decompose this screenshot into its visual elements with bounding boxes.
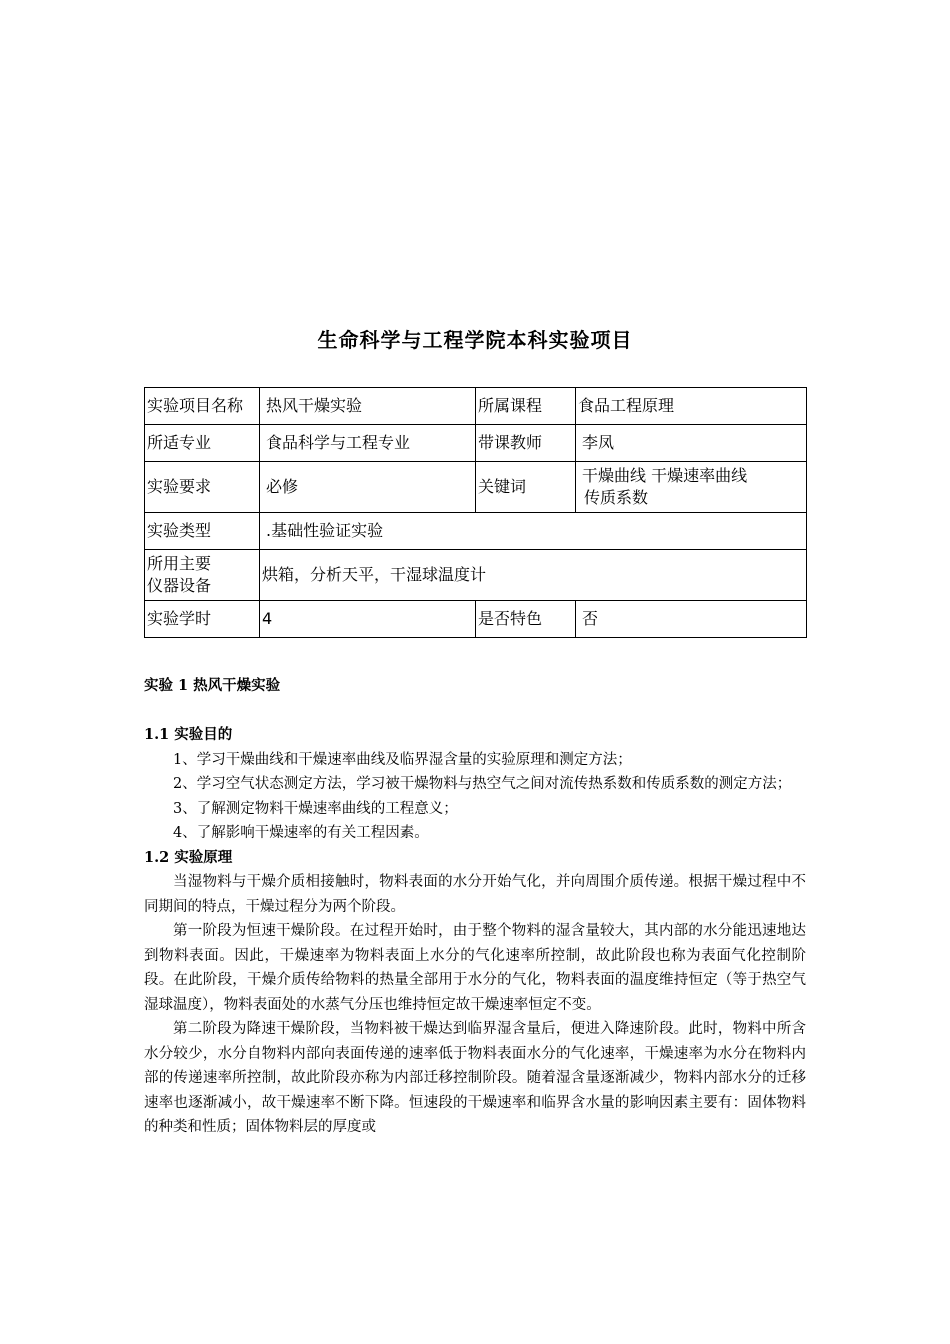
value-course: 食品工程原理 (576, 388, 807, 425)
value-featured: 否 (576, 601, 807, 638)
table-row (145, 462, 807, 513)
value-project-name: 热风干燥实验 (260, 388, 476, 425)
label-equipment-line-2: 仪器设备 (147, 576, 212, 595)
label-course: 所属课程 (476, 388, 576, 425)
label-featured: 是否特色 (476, 601, 576, 638)
value-equipment: 烘箱，分析天平，干湿球温度计 (260, 550, 807, 601)
label-keywords: 关键词 (476, 462, 576, 513)
principle-paragraph: 第二阶段为降速干燥阶段，当物料被干燥达到临界湿含量后，便进入降速阶段。此时，物料中所含水分较少，水分自物料内部向表面传递的速率低于物料表面水分的气化速率，干燥速率为水分在物料内部的传递速率所控制，故此阶段亦称为内部迁移控制阶段。随着湿含量逐渐减少，物料内部水分的迁移速率也逐渐减小，故干燥速率不断下降。恒速段的干燥速率和临界含水量的影响因素主要有：固体物料的种类和性质；固体物料层的厚度或 (144, 1021, 806, 1135)
table-row (145, 425, 807, 462)
label-requirement: 实验要求 (145, 462, 260, 513)
experiment-info-table (144, 387, 807, 638)
label-equipment-line-1: 所用主要 (147, 554, 212, 573)
table-row (145, 550, 807, 601)
principle-paragraph: 第一阶段为恒速干燥阶段。在过程开始时，由于整个物料的湿含量较大，其内部的水分能迅速地达到物料表面。因此，干燥速率为物料表面上水分的气化速率所控制，故此阶段也称为表面气化控制阶段。在此阶段，干燥介质传给物料的热量全部用于水分的气化，物料表面的温度维持恒定（等于热空气湿球温度），物料表面处的水蒸气分压也维持恒定故干燥速率恒定不变。 (144, 923, 806, 1013)
value-keywords (576, 462, 807, 513)
objective-item: 4、了解影响干燥速率的有关工程因素。 (173, 825, 429, 841)
label-project-name: 实验项目名称 (145, 388, 260, 425)
keywords-line-1: 干燥曲线 干燥速率曲线 (582, 466, 748, 485)
objective-item: 3、了解测定物料干燥速率曲线的工程意义； (173, 800, 458, 817)
label-teacher: 带课教师 (476, 425, 576, 462)
section-1-1 (144, 723, 806, 1140)
table-row (145, 388, 807, 425)
table-row (145, 601, 807, 638)
keywords-line-2: 传质系数 (584, 488, 649, 507)
label-type: 实验类型 (145, 513, 260, 550)
label-equipment (145, 550, 260, 601)
section-1-2-heading: 1.2 实验原理 (144, 848, 233, 866)
value-hours: 4 (260, 601, 476, 638)
principle-paragraph: 当湿物料与干燥介质相接触时，物料表面的水分开始气化，并向周围介质传递。根据干燥过程中不同期间的特点，干燥过程分为两个阶段。 (144, 874, 806, 915)
label-hours: 实验学时 (145, 601, 260, 638)
value-requirement: 必修 (260, 462, 476, 513)
value-type: .基础性验证实验 (260, 513, 807, 550)
objective-item: 1、学习干燥曲线和干燥速率曲线及临界湿含量的实验原理和测定方法； (173, 751, 632, 768)
value-teacher: 李凤 (576, 425, 807, 462)
table-row (145, 513, 807, 550)
value-major: 食品科学与工程专业 (260, 425, 476, 462)
page-title: 生命科学与工程学院本科实验项目 (317, 328, 633, 352)
section-1-1-heading: 1.1 实验目的 (144, 726, 233, 743)
label-major: 所适专业 (145, 425, 260, 462)
objective-item: 2、学习空气状态测定方法，学习被干燥物料与热空气之间对流传热系数和传质系数的测定方法； (173, 776, 792, 792)
section-title: 实验 1 热风干燥实验 (144, 677, 281, 694)
